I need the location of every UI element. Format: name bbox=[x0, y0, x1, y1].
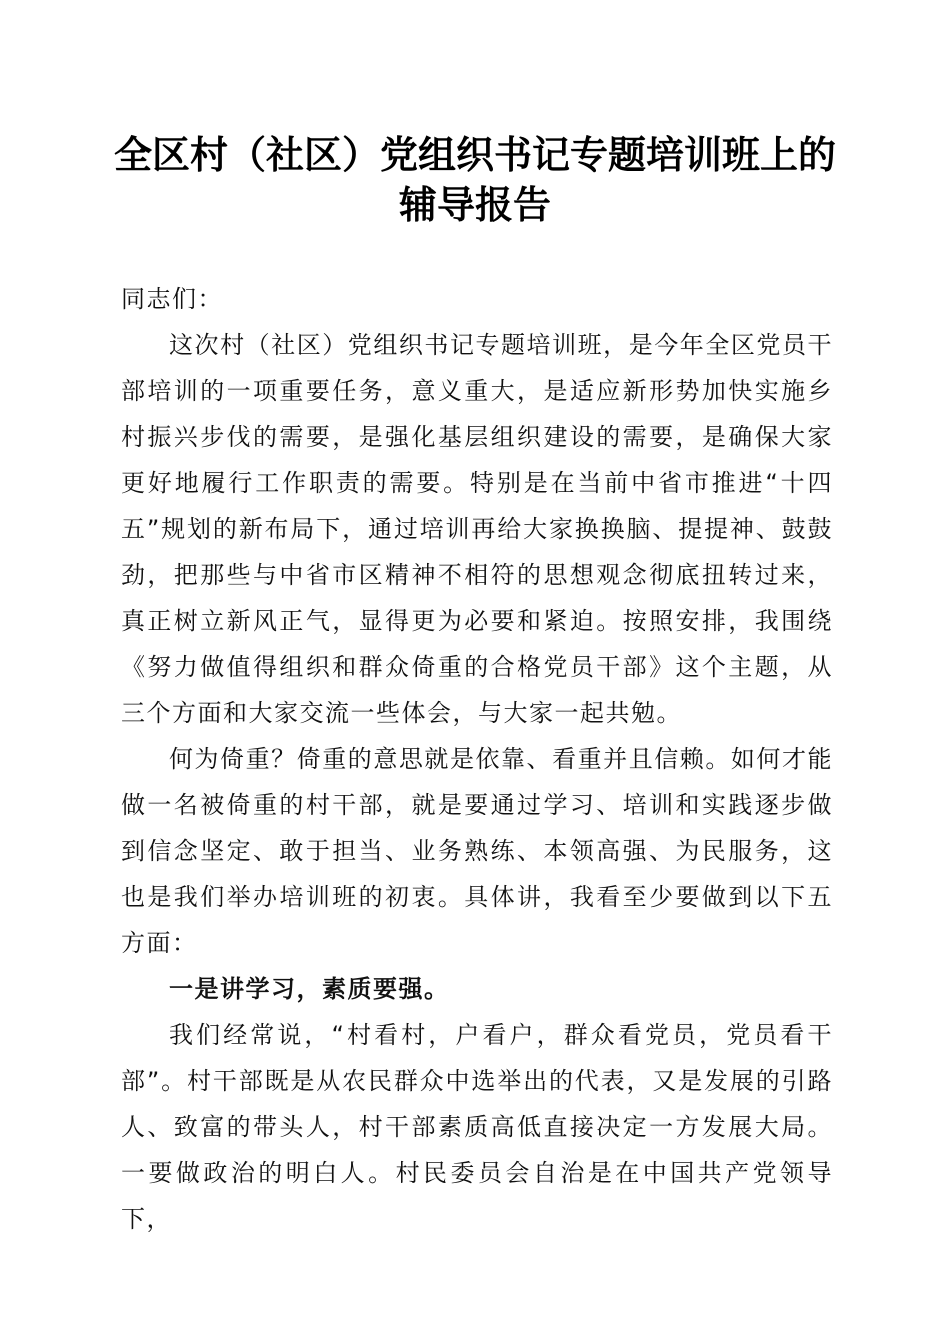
body-paragraph: 我们经常说，“村看村，户看户，群众看党员，党员看干部”。村干部既是从农民群众中选举出的代表，又是发展的引路人、致富的带头人，村干部素质高低直接决定一方发展大局。一要做政治的明白人。村民委员会自治是在中国共产党领导下， bbox=[121, 1021, 833, 1233]
document-title: 全区村（社区）党组织书记专题培训班上的辅导报告 bbox=[113, 132, 836, 227]
body-paragraph: 这次村（社区）党组织书记专题培训班，是今年全区党员干部培训的一项重要任务，意义重大，是适应新形势加快实施乡村振兴步伐的需要，是强化基层组织建设的需要，是确保大家更好地履行工作职责的需要。特别是在当前中省市推进“十四五”规划的新布局下，通过培训再给大家换换脑、提提神、鼓鼓劲，把那些与中省市区精神不相符的思想观念彻底扭转过来，真正树立新风正气，显得更为必要和紧迫。按照安排，我围绕《努力做值得组织和群众倚重的合格党员干部》这个主题，从三个方面和大家交流一些体会，与大家一起共勉。 bbox=[121, 331, 833, 727]
section-heading: 一是讲学习，素质要强。 bbox=[169, 975, 450, 1003]
body-paragraph: 何为倚重？倚重的意思就是依靠、看重并且信赖。如何才能做一名被倚重的村干部，就是要通过学习、培训和实践逐步做到信念坚定、敢于担当、业务熟练、本领高强、为民服务，这也是我们举办培训班的初衷。具体讲，我看至少要做到以下五方面： bbox=[121, 745, 833, 957]
salutation: 同志们： bbox=[121, 285, 223, 313]
document-body bbox=[121, 276, 833, 1242]
